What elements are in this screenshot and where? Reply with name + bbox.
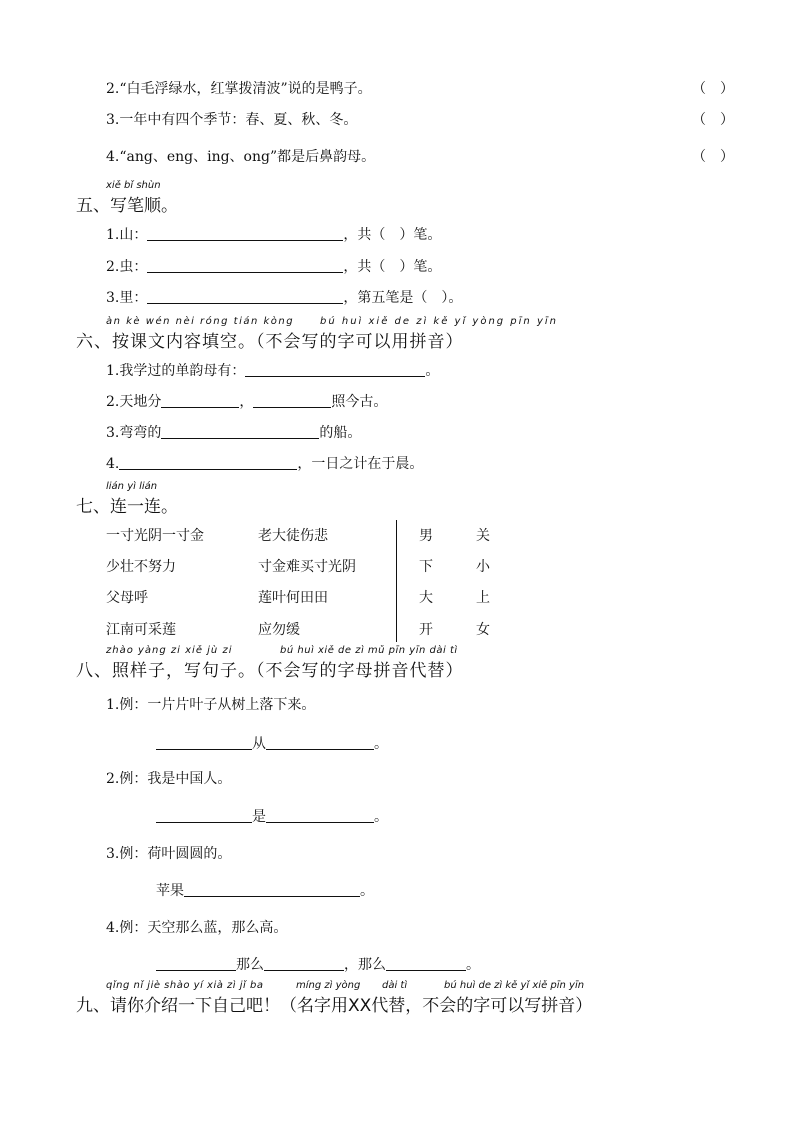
- answer-period: 。: [466, 957, 480, 973]
- answer-period: 。: [374, 736, 388, 752]
- section6-pinyin: àn kè wén nèi róng tián kòng: [106, 316, 295, 327]
- fill-item-2: [106, 391, 387, 411]
- answer-blank[interactable]: [184, 882, 360, 897]
- answer-line-3: [156, 880, 374, 900]
- opposite-right-1[interactable]: 关: [476, 528, 490, 544]
- fill-label: 1.我学过的单韵母有：: [106, 363, 246, 379]
- section5-title: 五、写笔顺。: [76, 196, 178, 216]
- answer-blank[interactable]: [245, 362, 425, 377]
- answer-line-4: [156, 954, 480, 974]
- match-right-3[interactable]: 莲叶何田田: [258, 590, 328, 606]
- judge-item-2: 2.“白毛浮绿水，红掌拨清波”说的是鸭子。: [106, 81, 372, 97]
- section9-pinyin-replace: dài tì: [382, 980, 408, 991]
- match-left-4[interactable]: 江南可采莲: [106, 622, 176, 638]
- section9-title: 九、请你介绍一下自己吧！（名字用XX代替，不会的字可以写拼音）: [76, 996, 593, 1016]
- fill-end: 。: [425, 363, 440, 379]
- section9-pinyin-name: míng zì yòng: [296, 980, 361, 991]
- opposite-left-4[interactable]: 开: [419, 622, 433, 638]
- fill-end: 照今古。: [331, 394, 388, 410]
- answer-blank[interactable]: [161, 424, 319, 439]
- answer-line-2: [156, 806, 388, 826]
- opposite-right-3[interactable]: 上: [476, 590, 490, 606]
- section6-pinyin-note: bú huì xiě de zì kě yǐ yòng pīn yīn: [320, 316, 558, 327]
- answer-blank[interactable]: [156, 808, 252, 823]
- fill-label: 4.: [106, 456, 120, 472]
- answer-word: 那么: [236, 957, 264, 973]
- divider-line: [396, 520, 397, 642]
- match-left-1[interactable]: 一寸光阴一寸金: [106, 528, 204, 544]
- stroke-suffix: ，第五笔是（ ）。: [343, 290, 463, 306]
- answer-paren-4[interactable]: （ ）: [692, 149, 734, 165]
- opposite-left-1[interactable]: 男: [419, 528, 433, 544]
- opposite-left-2[interactable]: 下: [419, 559, 433, 575]
- fill-label: 2.天地分: [106, 394, 162, 410]
- judge-item-4: 4.“ang、eng、ing、ong”都是后鼻韵母。: [106, 149, 376, 165]
- section8-pinyin-note: bú huì xiě de zì mǔ pīn yīn dài tì: [280, 645, 458, 656]
- opposite-left-3[interactable]: 大: [419, 590, 433, 606]
- stroke-label: 3.里：: [106, 290, 148, 306]
- answer-blank[interactable]: [156, 956, 236, 971]
- answer-blank[interactable]: [253, 393, 331, 408]
- example-4: 4.例：天空那么蓝，那么高。: [106, 920, 288, 936]
- answer-blank[interactable]: [264, 956, 344, 971]
- fill-item-4: [106, 453, 423, 473]
- answer-blank[interactable]: [156, 735, 252, 750]
- fill-item-3: [106, 422, 361, 442]
- match-right-2[interactable]: 寸金难买寸光阴: [258, 559, 356, 575]
- section9-pinyin-note: bú huì de zì kě yǐ xiě pīn yīn: [444, 980, 585, 991]
- opposite-right-4[interactable]: 女: [476, 622, 490, 638]
- answer-blank[interactable]: [147, 289, 343, 304]
- stroke-label: 2.虫：: [106, 259, 148, 275]
- answer-blank[interactable]: [386, 956, 466, 971]
- answer-word: 苹果: [156, 883, 184, 899]
- section8-title: 八、照样子，写句子。（不会写的字母拼音代替）: [76, 661, 464, 681]
- answer-period: 。: [360, 883, 374, 899]
- answer-blank[interactable]: [161, 393, 239, 408]
- section6-title: 六、按课文内容填空。（不会写的字可以用拼音）: [76, 332, 464, 352]
- fill-label: 3.弯弯的: [106, 425, 162, 441]
- answer-blank[interactable]: [147, 258, 343, 273]
- section5-pinyin: xiě bǐ shùn: [106, 180, 161, 191]
- stroke-item-1: [106, 224, 441, 244]
- answer-blank[interactable]: [266, 735, 374, 750]
- match-right-4[interactable]: 应勿缓: [258, 622, 300, 638]
- stroke-suffix: ，共（ ）笔。: [343, 227, 442, 243]
- section7-pinyin: lián yì lián: [106, 481, 158, 492]
- stroke-suffix: ，共（ ）笔。: [343, 259, 442, 275]
- answer-word: 从: [252, 736, 266, 752]
- match-left-2[interactable]: 少壮不努力: [106, 559, 176, 575]
- match-left-3[interactable]: 父母呼: [106, 590, 148, 606]
- section8-pinyin: zhào yàng zi xiě jù zi: [106, 645, 233, 656]
- answer-period: 。: [374, 809, 388, 825]
- section7-title: 七、连一连。: [76, 497, 178, 517]
- answer-blank[interactable]: [147, 226, 343, 241]
- answer-word: 是: [252, 809, 266, 825]
- fill-end: ，一日之计在于晨。: [297, 456, 424, 472]
- example-1: 1.例：一片片叶子从树上落下来。: [106, 697, 316, 713]
- fill-mid: ，: [239, 394, 254, 410]
- answer-blank[interactable]: [266, 808, 374, 823]
- opposite-right-2[interactable]: 小: [476, 559, 490, 575]
- section9-pinyin: qǐng nǐ jiè shào yí xià zì jǐ ba: [106, 980, 264, 991]
- judge-item-3: 3.一年中有四个季节：春、夏、秋、冬。: [106, 112, 358, 128]
- stroke-item-3: [106, 287, 462, 307]
- stroke-label: 1.山：: [106, 227, 148, 243]
- answer-blank[interactable]: [119, 455, 297, 470]
- answer-paren-2[interactable]: （ ）: [692, 81, 734, 97]
- answer-paren-3[interactable]: （ ）: [692, 112, 734, 128]
- example-2: 2.例：我是中国人。: [106, 771, 232, 787]
- stroke-item-2: [106, 256, 441, 276]
- match-right-1[interactable]: 老大徒伤悲: [258, 528, 328, 544]
- example-3: 3.例：荷叶圆圆的。: [106, 846, 232, 862]
- answer-word: ，那么: [344, 957, 386, 973]
- answer-line-1: [156, 733, 388, 753]
- fill-item-1: [106, 360, 439, 380]
- fill-end: 的船。: [319, 425, 362, 441]
